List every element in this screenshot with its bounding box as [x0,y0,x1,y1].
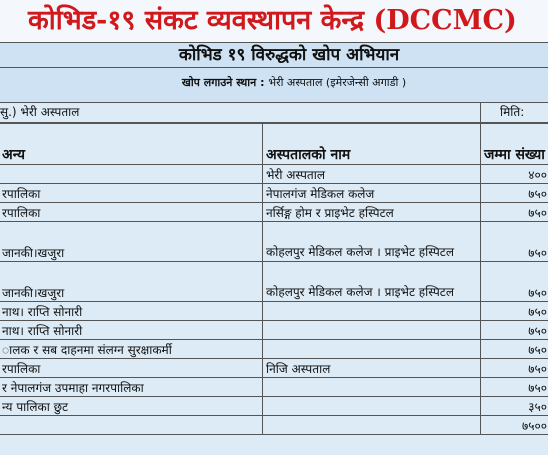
row-total: ७५० [481,340,548,359]
row-total: ७५० [481,222,548,262]
row-hospital: कोहलपुर मेडिकल कलेज । प्राइभेट हस्पिटल [263,262,481,302]
row-area: ालक र सब दाहनमा संलग्न सुरक्षाकर्मी [0,340,263,359]
table-row-total [0,416,548,435]
row-area: जानकी।खजुरा [0,222,263,262]
row-area: रपालिका [0,184,263,203]
table-row [0,222,548,262]
row-total: ७५० [481,378,548,397]
row-hospital [263,321,481,340]
table-row [0,165,548,184]
row-area [0,165,263,184]
campaign-subtitle: कोभिड १९ विरुद्धको खोप अभियान [0,42,548,68]
row-area: जानकी।खजुरा [0,262,263,302]
vaccination-location [0,68,548,103]
row-hospital: निजि अस्पताल [263,359,481,378]
row-total: ७५० [481,359,548,378]
row-area: न्य पालिका छुट [0,397,263,416]
hospital-name: सु.) भेरी अस्पताल [0,105,80,119]
table-row [0,378,548,397]
divider [480,103,481,123]
header-total-count: जम्मा संख्या [481,124,548,165]
row-hospital [263,302,481,321]
row-hospital [263,416,481,435]
row-area: रपालिका [0,359,263,378]
table-row [0,359,548,378]
row-hospital: कोहलपुर मेडिकल कलेज । प्राइभेट हस्पिटल [263,222,481,262]
table-row [0,302,548,321]
header-hospital-name: अस्पतालको नाम [263,124,481,165]
row-total: ७५० [481,203,548,222]
vaccination-table [0,123,548,435]
table-row [0,397,548,416]
row-area: रपालिका [0,203,263,222]
row-area: नाथ। राप्ति सोनारी [0,321,263,340]
table-row [0,262,548,302]
row-total: ७५० [481,321,548,340]
row-total: ७५० [481,302,548,321]
row-hospital [263,397,481,416]
table-row [0,203,548,222]
row-total: ७५० [481,184,548,203]
date-label: मिति: [500,105,525,119]
table-row [0,321,548,340]
row-total: ३५० [481,397,548,416]
row-hospital: नर्सिङ्ग होम र प्राइभेट हस्पिटल [263,203,481,222]
row-total: ७५० [481,262,548,302]
row-hospital: नेपालगंज मेडिकल कलेज [263,184,481,203]
page-title: कोभिड-१९ संकट व्यवस्थापन केन्द्र (DCCMC) [0,0,548,42]
table-row [0,184,548,203]
row-hospital [263,378,481,397]
grand-total: ७५०० [481,416,548,435]
location-value: भेरी अस्पताल (इमेरजेन्सी अगाडी ) [268,76,407,89]
row-hospital: भेरी अस्पताल [263,165,481,184]
location-label: खोप लगाउने स्थान : [181,76,265,89]
row-area: र नेपालगंज उपमाहा नगरपालिका [0,378,263,397]
table-row [0,340,548,359]
row-hospital [263,340,481,359]
row-area [0,416,263,435]
header-other: अन्य [0,124,263,165]
row-area: नाथ। राप्ति सोनारी [0,302,263,321]
row-total: ४०० [481,165,548,184]
info-bar [0,103,548,123]
